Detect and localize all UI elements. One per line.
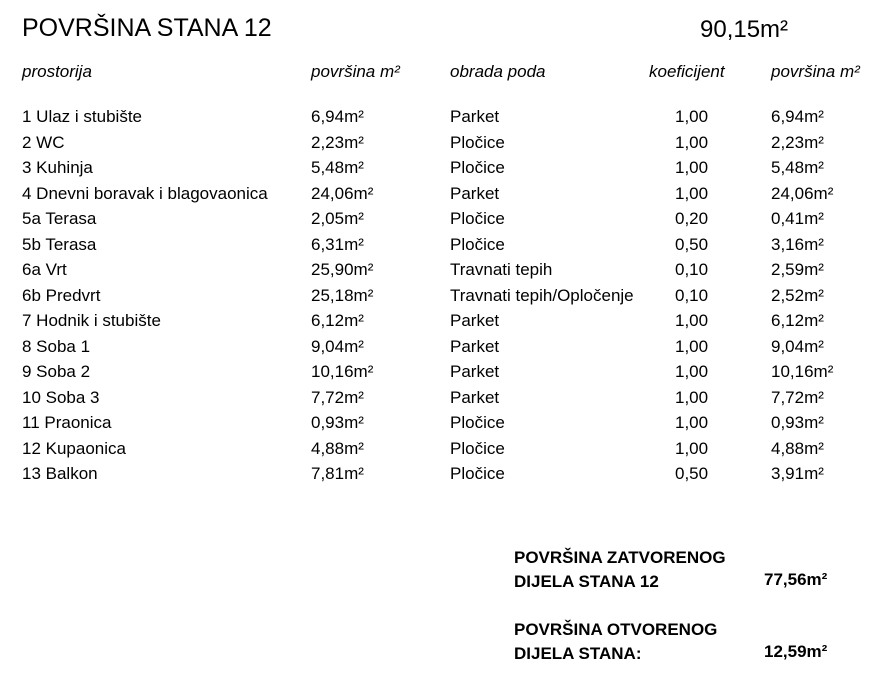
room-name: 13 Balkon (22, 464, 98, 483)
effective-area: 9,04m² (771, 336, 824, 356)
room-name: 7 Hodnik i stubište (22, 311, 161, 330)
room-name: 5a Terasa (22, 209, 97, 228)
floor-finish: Parket (450, 107, 500, 126)
room-area: 6,94m² (311, 107, 364, 126)
room-area: 4,88m² (311, 438, 364, 458)
room-name: 4 Dnevni boravak i blagovaonica (22, 183, 268, 203)
table-row (0, 337, 882, 363)
effective-area: 0,41m² (771, 209, 824, 228)
floor-finish: Pločice (450, 464, 505, 483)
room-area: 24,06m² (311, 183, 374, 203)
coefficient: 0,10 (675, 260, 709, 279)
open-area-value: 12,59m² (764, 642, 828, 661)
effective-area: 10,16m² (771, 362, 834, 381)
page-title: POVRŠINA STANA 12 (22, 14, 272, 42)
closed-area-label (514, 546, 726, 594)
room-name: 6a Vrt (22, 260, 67, 279)
table-row (0, 133, 882, 159)
effective-area: 2,23m² (771, 132, 824, 152)
effective-area: 0,93m² (771, 413, 824, 432)
coefficient: 1,00 (675, 107, 709, 126)
effective-area: 4,88m² (771, 438, 824, 458)
floor-finish: Pločice (450, 209, 505, 228)
closed-area-label-line1: POVRŠINA ZATVORENOG (514, 548, 726, 567)
effective-area: 2,59m² (771, 260, 824, 279)
table-row (0, 107, 882, 133)
coefficient: 1,00 (675, 413, 709, 432)
table-row (0, 286, 882, 312)
room-name: 3 Kuhinja (22, 158, 93, 177)
column-header-area: površina m² (311, 62, 400, 81)
coefficient: 0,50 (675, 234, 709, 254)
floor-finish: Parket (450, 336, 500, 356)
table-row (0, 311, 882, 337)
coefficient: 1,00 (675, 387, 709, 407)
effective-area: 6,12m² (771, 311, 824, 330)
room-name: 9 Soba 2 (22, 362, 91, 381)
room-area: 7,72m² (311, 387, 364, 407)
floor-finish: Travnati tepih (450, 260, 553, 279)
room-name: 1 Ulaz i stubište (22, 107, 142, 126)
open-area-label (514, 618, 717, 666)
room-name: 12 Kupaonica (22, 438, 126, 458)
room-area: 2,05m² (311, 209, 364, 228)
effective-area: 5,48m² (771, 158, 824, 177)
coefficient: 1,00 (675, 311, 709, 330)
coefficient: 1,00 (675, 438, 709, 458)
coefficient: 0,20 (675, 209, 709, 228)
table-row (0, 209, 882, 235)
column-header-room: prostorija (22, 62, 92, 81)
room-area: 2,23m² (311, 132, 364, 152)
floor-finish: Parket (450, 311, 500, 330)
floor-finish: Travnati tepih/Opločenje (450, 285, 634, 305)
table-row (0, 184, 882, 210)
coefficient: 1,00 (675, 132, 709, 152)
floor-finish: Parket (450, 387, 500, 407)
column-header-floor: obrada poda (450, 62, 546, 81)
floor-finish: Pločice (450, 132, 505, 152)
room-area: 25,90m² (311, 260, 374, 279)
room-area: 5,48m² (311, 158, 364, 177)
coefficient: 1,00 (675, 158, 709, 177)
table-row (0, 388, 882, 414)
column-header-coefficient: koeficijent (649, 62, 725, 81)
effective-area: 3,91m² (771, 464, 824, 483)
open-area-label-line2: DIJELA STANA: (514, 644, 642, 663)
coefficient: 1,00 (675, 362, 709, 381)
total-area: 90,15m² (700, 16, 789, 43)
table-row (0, 260, 882, 286)
room-area: 7,81m² (311, 464, 364, 483)
floor-finish: Parket (450, 183, 500, 203)
effective-area: 3,16m² (771, 234, 824, 254)
room-area: 0,93m² (311, 413, 364, 432)
coefficient: 1,00 (675, 183, 709, 203)
floor-finish: Pločice (450, 438, 505, 458)
effective-area: 24,06m² (771, 183, 834, 203)
effective-area: 6,94m² (771, 107, 824, 126)
room-area: 10,16m² (311, 362, 374, 381)
table-row (0, 464, 882, 490)
effective-area: 2,52m² (771, 285, 824, 305)
coefficient: 0,50 (675, 464, 709, 483)
floor-finish: Parket (450, 362, 500, 381)
room-area: 25,18m² (311, 285, 374, 305)
room-area: 6,31m² (311, 234, 364, 254)
room-table (0, 107, 882, 490)
floor-finish: Pločice (450, 234, 505, 254)
coefficient: 0,10 (675, 285, 709, 305)
closed-area-label-line2: DIJELA STANA 12 (514, 572, 659, 591)
table-row (0, 235, 882, 261)
table-row (0, 158, 882, 184)
table-row (0, 439, 882, 465)
room-area: 6,12m² (311, 311, 364, 330)
room-name: 2 WC (22, 132, 65, 152)
room-name: 10 Soba 3 (22, 387, 100, 407)
room-name: 11 Praonica (22, 413, 112, 432)
table-row (0, 362, 882, 388)
floor-finish: Pločice (450, 158, 505, 177)
table-row (0, 413, 882, 439)
column-header-effective-area: površina m² (771, 62, 860, 81)
effective-area: 7,72m² (771, 387, 824, 407)
room-area: 9,04m² (311, 336, 364, 356)
floor-finish: Pločice (450, 413, 505, 432)
room-name: 5b Terasa (22, 234, 97, 254)
room-name: 6b Predvrt (22, 285, 101, 305)
closed-area-value: 77,56m² (764, 570, 828, 589)
room-name: 8 Soba 1 (22, 336, 91, 356)
open-area-label-line1: POVRŠINA OTVORENOG (514, 620, 718, 639)
coefficient: 1,00 (675, 336, 709, 356)
